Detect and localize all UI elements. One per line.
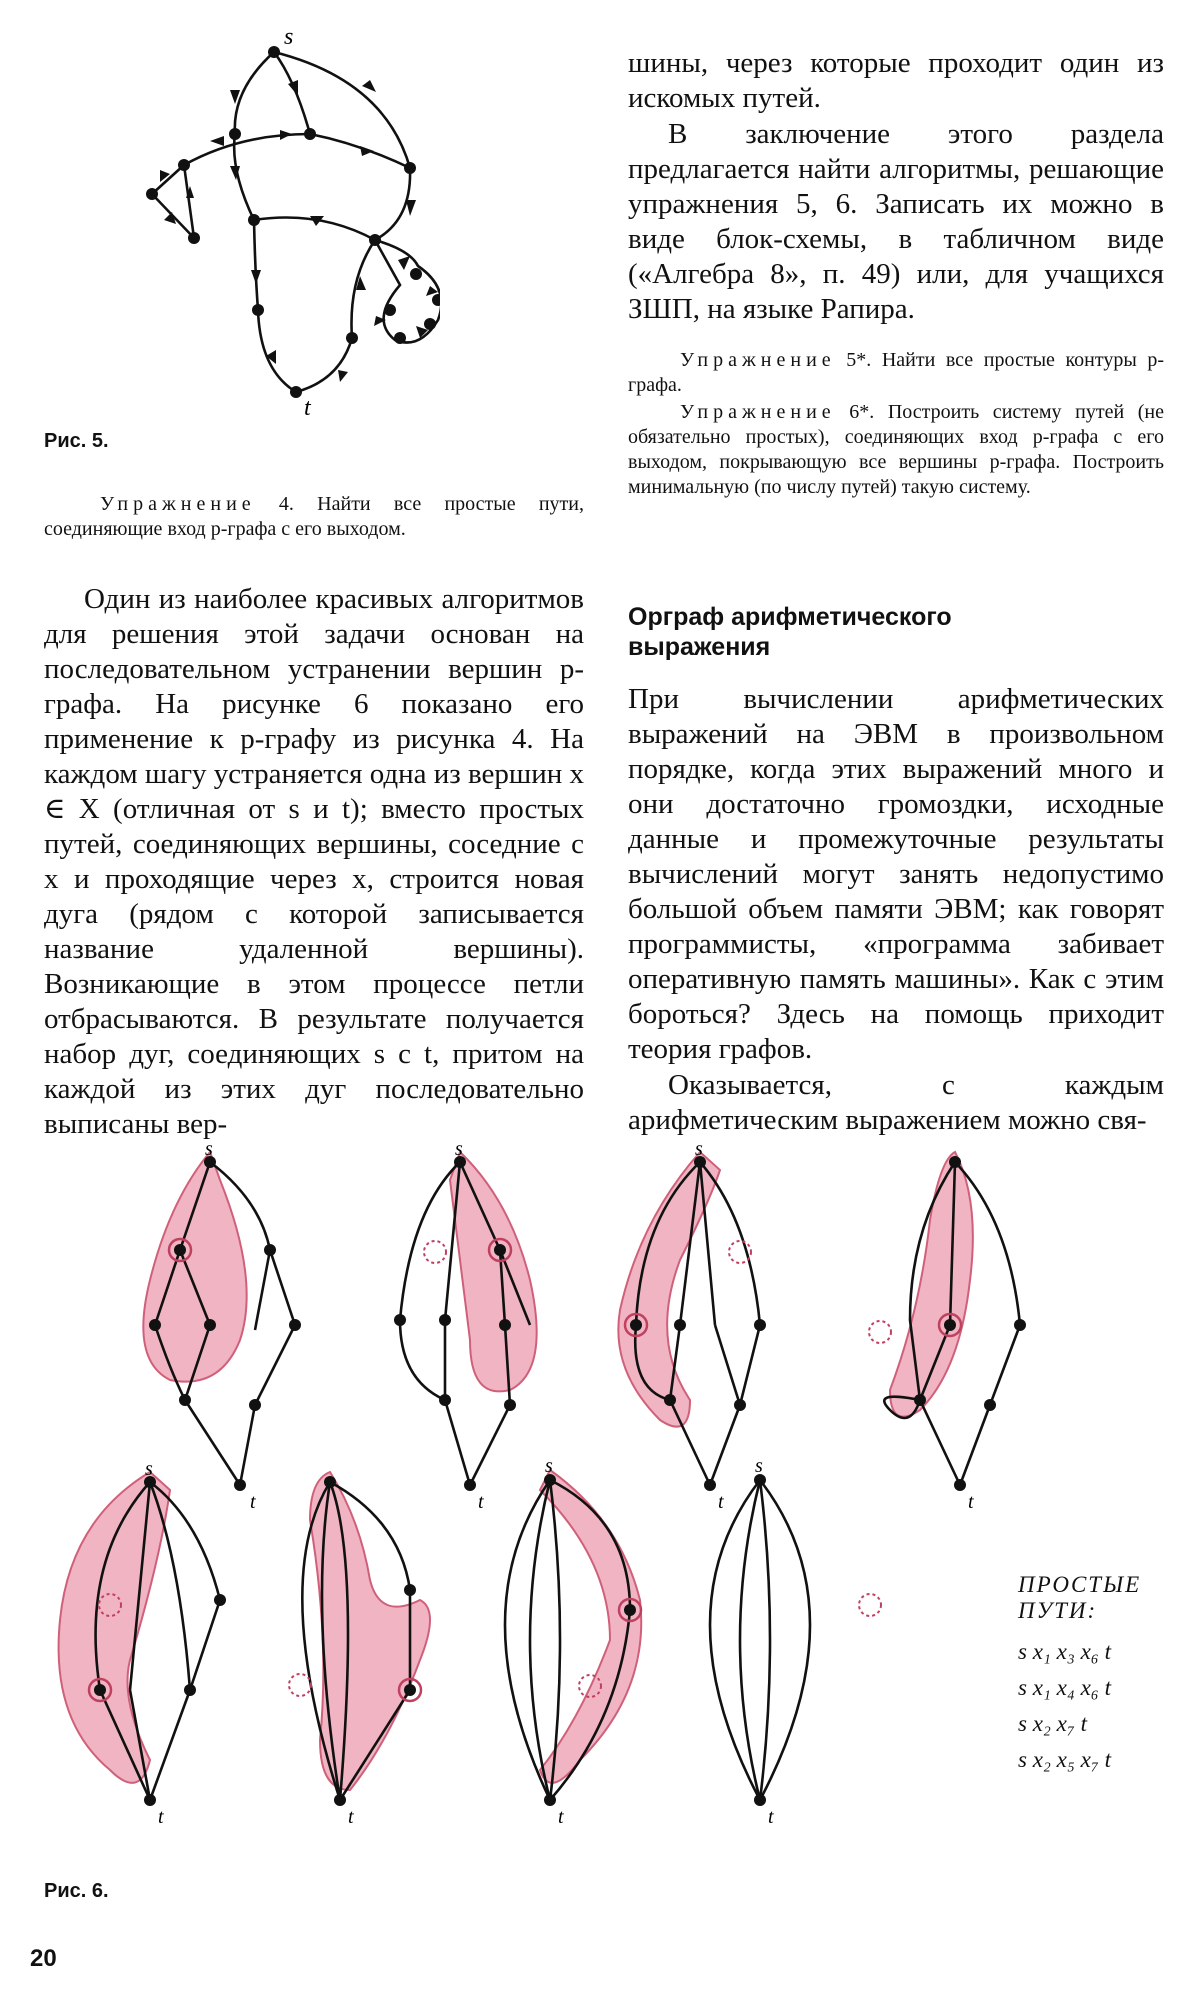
right-column-para1: шины, через которые проходит один из искомых путей. [628, 47, 1164, 114]
right-column-para3: При вычислении арифметических выражений на ЭВМ в произвольном порядке, когда этих выражений много и они достаточно громоздки, исходные данные и промежуточные результаты вычислений могут занять недопустимо большой объем памяти ЭВМ; как говорят программисты, «программа забивает оперативную память машины». Как с этим бороться? Здесь на помощь приходит теория графов. [628, 683, 1164, 1065]
exercise-4 [44, 492, 584, 542]
fig6-panel-5 [59, 1458, 226, 1828]
exercise-5-label: Упражнение [680, 349, 836, 371]
fig6-panel-4 [869, 1152, 1026, 1513]
section-heading: Орграф арифметического выражения [628, 603, 952, 661]
svg-text:s: s [695, 1140, 703, 1160]
svg-text:s: s [545, 1455, 553, 1477]
legend-path-4: s x₂ x₅ x₇ t [1018, 1747, 1111, 1772]
legend-path-3: s x₂ x₇ t [1018, 1711, 1087, 1736]
svg-text:t: t [768, 1806, 774, 1828]
right-column-para2: В заключение этого раздела предлагается найти алгоритмы, решающие упражнения 5, 6. Записать их можно в виде блок-схемы, в табличном виде («Алгебра 8», п. 49) или, для учащихся ЗШП, на языке Рапира. [628, 118, 1164, 325]
figure-6-diagrams [30, 1140, 1180, 1860]
exercise-6-text: 6*. Построить систему путей (не обязательно простых), соединяющих вход p-графа с его выходом, покрывающую все вершины p-графа. Построить минимальную (по числу путей) такую систему. [628, 401, 1164, 498]
fig5-label-t: t [304, 395, 311, 420]
legend-path-2: s x₁ x₄ x₆ t [1018, 1675, 1111, 1700]
simple-paths-legend [1018, 1572, 1168, 1778]
fig6-panel-1 [143, 1140, 301, 1513]
fig6-panel-6 [289, 1472, 430, 1828]
svg-text:s: s [455, 1140, 463, 1160]
svg-text:s: s [755, 1455, 763, 1477]
figure-5-caption: Рис. 5. [44, 430, 109, 452]
figure-5-graph [120, 20, 440, 420]
legend-path-1: s x₁ x₃ x₆ t [1018, 1639, 1111, 1664]
exercise-4-label: Упражнение [100, 493, 256, 515]
exercise-5-text: 5*. Найти все простые контуры p-графа. [628, 349, 1164, 396]
fig6-panel-8 [710, 1455, 881, 1828]
right-column-para4: Оказывается, с каждым арифметическим выражением можно свя- [628, 1069, 1164, 1136]
page-number: 20 [30, 1945, 57, 1972]
svg-text:t: t [348, 1806, 354, 1828]
figure-6-caption: Рис. 6. [44, 1880, 109, 1902]
legend-title: ПРОСТЫЕ ПУТИ: [1018, 1572, 1142, 1623]
svg-text:s: s [205, 1140, 213, 1160]
fig6-panel-7 [505, 1455, 641, 1828]
fig6-panel-3 [618, 1140, 766, 1513]
svg-text:t: t [968, 1491, 974, 1513]
svg-text:s: s [145, 1458, 153, 1480]
exercise-5 [628, 348, 1164, 398]
svg-text:t: t [158, 1806, 164, 1828]
exercise-6-label: Упражнение [680, 401, 836, 423]
exercise-6 [628, 400, 1164, 500]
svg-text:t: t [558, 1806, 564, 1828]
exercise-4-text: 4. Найти все простые пути, соединяющие вход p-графа с его выходом. [44, 493, 584, 540]
fig6-panel-2 [394, 1140, 537, 1513]
left-column-paragraph: Один из наиболее красивых алгоритмов для решения этой задачи основан на последовательном устранении вершин p-графа. На рисунке 6 показано его применение к p-графу из рисунка 4. На каждом шагу устраняется одна из вершин x ∈ X (отличная от s и t); вместо простых путей, соединяющих вершины, соседние с x и проходящие через x, строится новая дуга (рядом с которой записывается название удаленной вершины). Возникающие в этом процессе петли отбрасываются. В результате получается набор дуг, соединяющих s с t, притом на каждой из этих дуг последовательно выписаны вер- [44, 583, 584, 1140]
svg-text:t: t [478, 1491, 484, 1513]
svg-text:t: t [718, 1491, 724, 1513]
svg-text:t: t [250, 1491, 256, 1513]
fig5-label-s: s [284, 24, 294, 50]
